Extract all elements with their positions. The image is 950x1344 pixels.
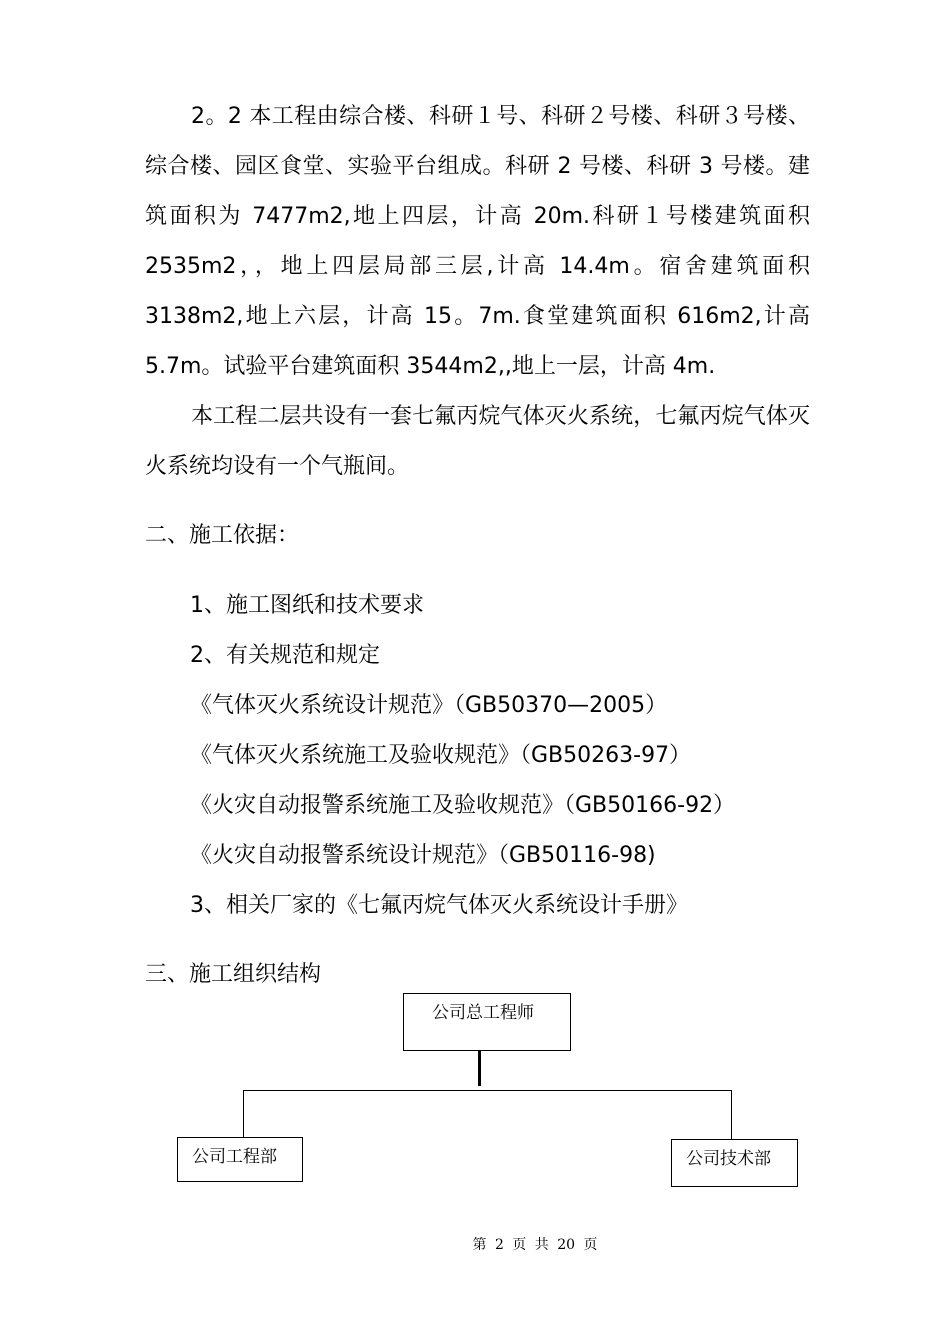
org-box-root: [403, 993, 571, 1051]
org-box-right: [671, 1139, 798, 1187]
org-root-label: 公司总工程师: [432, 1003, 534, 1023]
basis-item: 《火灾自动报警系统设计规范》（GB50116-98): [190, 843, 656, 868]
basis-item: 1、施工图纸和技术要求: [190, 593, 424, 618]
org-connector-right: [731, 1090, 732, 1139]
basis-heading: 二、施工依据：: [145, 523, 300, 548]
org-heading: 三、施工组织结构: [145, 962, 322, 987]
basis-list: [190, 581, 735, 931]
basis-item: 《气体灭火系统施工及验收规范》（GB50263-97）: [190, 743, 692, 768]
org-connector-horizontal: [243, 1090, 732, 1091]
basis-item: 《气体灭火系统设计规范》（GB50370—2005）: [190, 693, 668, 718]
org-right-label: 公司技术部: [686, 1149, 771, 1169]
overview-section: [145, 92, 810, 492]
basis-item: 3、相关厂家的《七氟丙烷气体灭火系统设计手册》: [190, 893, 688, 918]
org-left-label: 公司工程部: [192, 1147, 277, 1167]
page-footer: 第 2 页 共 20 页: [472, 1237, 598, 1253]
org-connector-left: [243, 1090, 244, 1137]
org-box-left: [177, 1137, 303, 1182]
basis-item: 2、有关规范和规定: [190, 643, 380, 668]
basis-item: 《火灾自动报警系统施工及验收规范》（GB50166-92）: [190, 793, 736, 818]
overview-paragraph-2: 本工程二层共设有一套七氟丙烷气体灭火系统，七氟丙烷气体灭火系统均设有一个气瓶间。: [145, 404, 810, 479]
overview-paragraph-1: 2。2 本工程由综合楼、科研１号、科研２号楼、科研３号楼、综合楼、园区食堂、实验平台组成。科研 2 号楼、科研 3 号楼。建筑面积为 7477m2,地上四层，计高 20m.科研１号楼建筑面积 2535m2，，地上四层局部三层,计高 14.4m。宿舍建筑面积 3138m2,地上六层，计高 15。7m.食堂建筑面积 616m2,计高 5.7m。试验平台建筑面积 3544m2,,地上一层，计高 4m.: [145, 104, 810, 379]
org-connector-vertical: [478, 1051, 481, 1086]
